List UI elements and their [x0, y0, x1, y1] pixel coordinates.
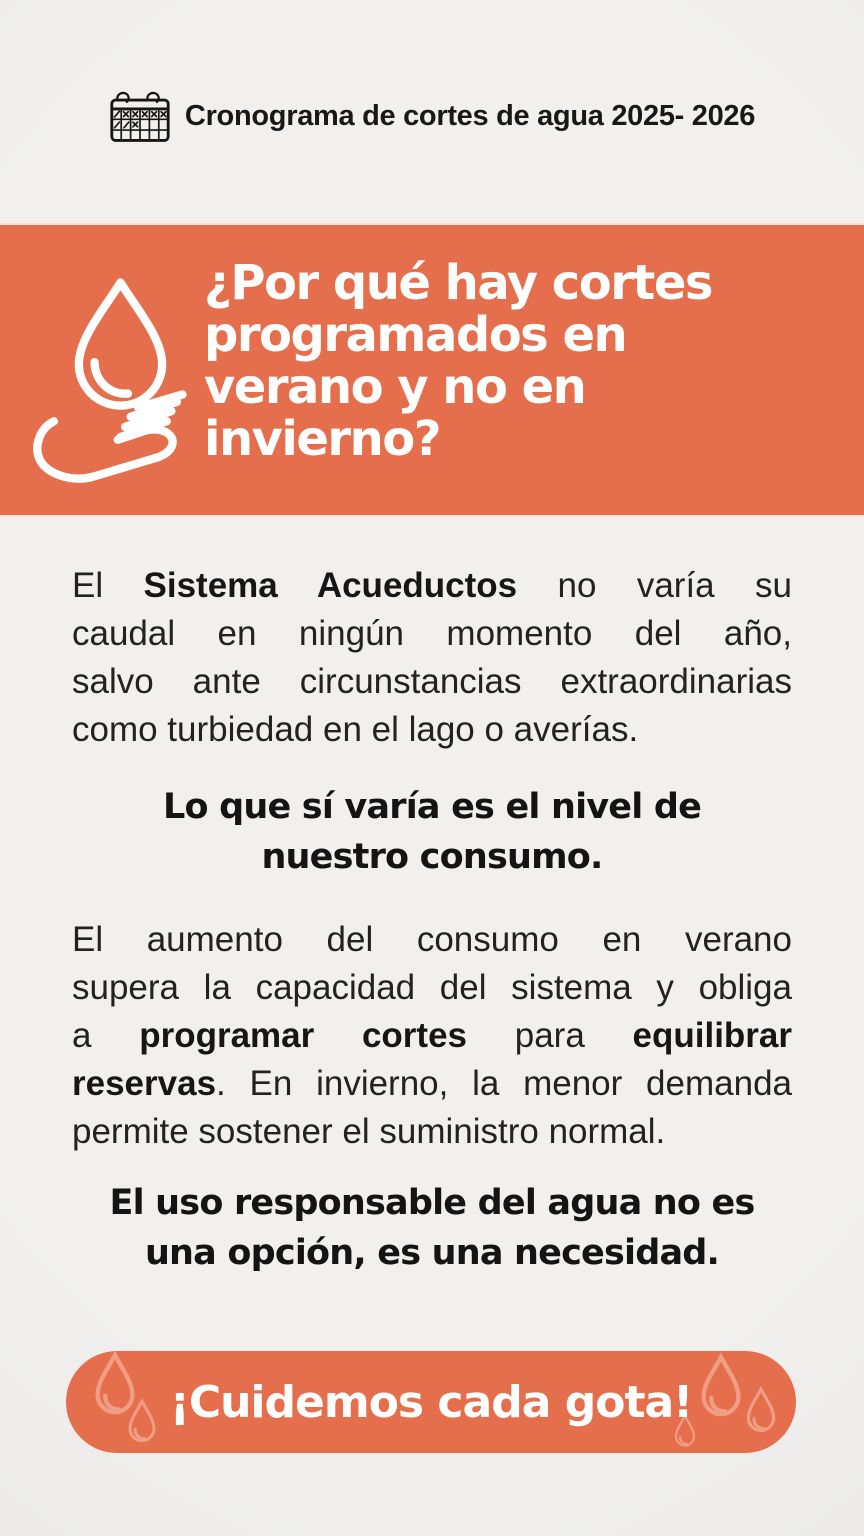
paragraph-line: permite sostener el suministro normal. — [72, 1112, 666, 1151]
heading-line: ¿Por qué hay cortes — [204, 255, 712, 311]
paragraph-verano — [72, 916, 792, 1156]
bold-segment: equilibrar — [632, 1016, 792, 1055]
statement-line: Lo que sí varía es el nivel de — [162, 787, 702, 827]
heading-line: verano y no en — [204, 359, 586, 415]
bold-segment: reservas — [72, 1064, 217, 1103]
statement-line: nuestro consumo. — [261, 837, 603, 877]
water-drop-in-hand-icon — [28, 267, 213, 485]
paragraph-line — [72, 1012, 792, 1060]
water-drop-icon — [122, 1397, 162, 1451]
paragraph-line: salvo ante circunstancias extraordinarias — [72, 662, 792, 701]
banner-heading — [204, 257, 834, 465]
paragraph-line: como turbiedad en el lago o averías. — [72, 710, 639, 749]
paragraph-line — [72, 562, 792, 610]
calendar-icon — [109, 87, 171, 145]
paragraph-line: caudal en ningún momento del año, — [72, 614, 792, 653]
text-segment: a — [72, 1016, 140, 1055]
bold-segment: Sistema Acueductos — [143, 566, 518, 605]
statement-line: una opción, es una necesidad. — [144, 1233, 720, 1273]
text-segment: El — [72, 566, 144, 605]
text-segment: para — [467, 1016, 633, 1055]
cta-label: ¡Cuidemos cada gota! — [169, 1376, 693, 1428]
paragraph-line: supera la capacidad del sistema y obliga — [72, 968, 792, 1007]
page-title: Cronograma de cortes de agua 2025- 2026 — [184, 99, 756, 132]
statement-line: El uso responsable del agua no es — [109, 1183, 755, 1223]
text-segment: no varía su — [517, 566, 792, 605]
heading-line: programados en — [204, 307, 627, 363]
text-segment: . En invierno, la menor demanda — [216, 1064, 792, 1103]
statement-consumo — [0, 782, 864, 882]
cta-button[interactable] — [66, 1351, 796, 1453]
bold-segment: programar cortes — [139, 1016, 468, 1055]
header — [0, 84, 864, 148]
paragraph-line — [72, 1060, 792, 1108]
heading-line: invierno? — [204, 411, 441, 467]
statement-uso-responsable — [0, 1178, 864, 1278]
title-banner — [0, 223, 864, 517]
paragraph-line: El aumento del consumo en verano — [72, 920, 792, 959]
water-drop-icon — [740, 1385, 782, 1441]
paragraph-caudal — [72, 562, 792, 754]
